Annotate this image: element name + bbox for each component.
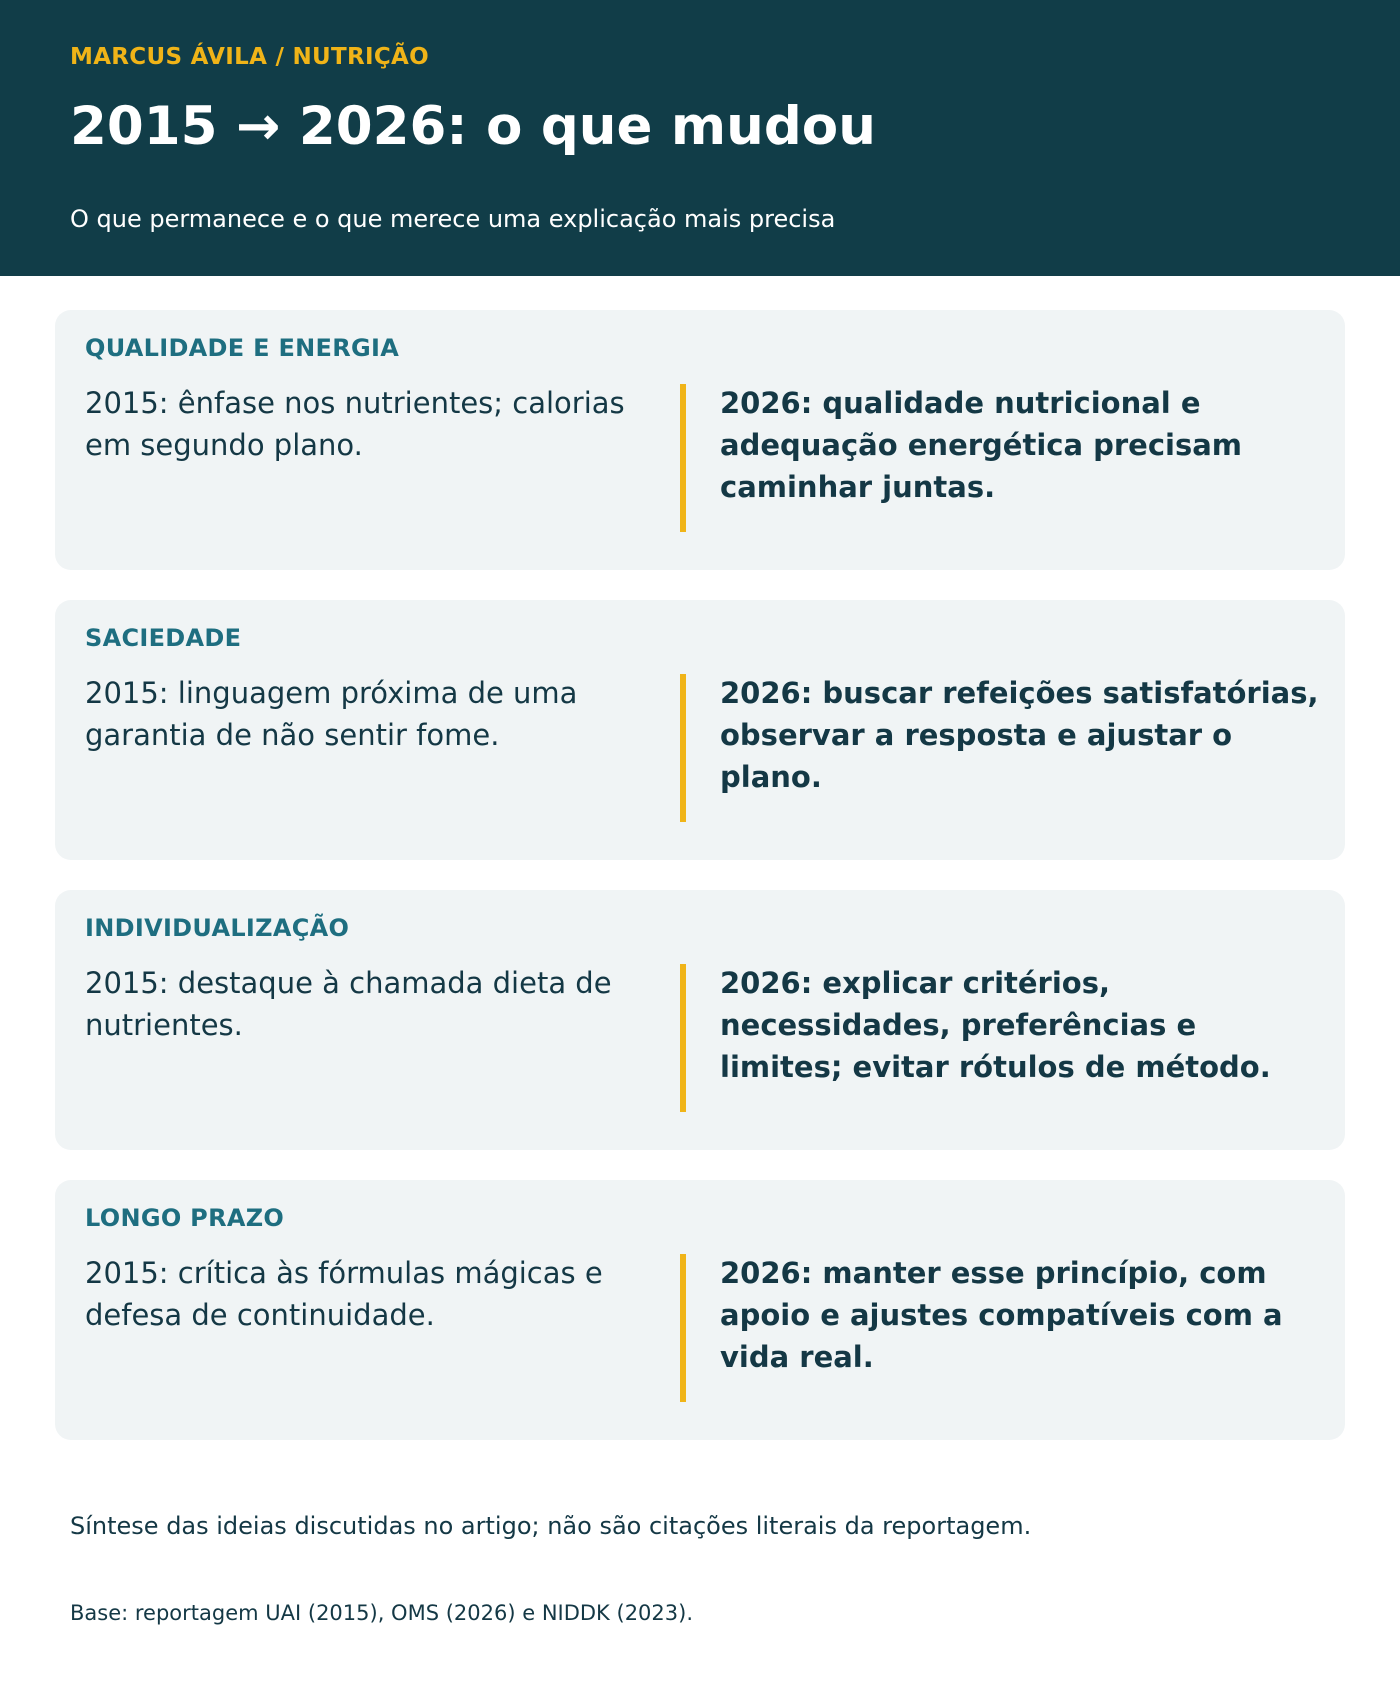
card-label: LONGO PRAZO — [85, 1204, 285, 1232]
card-2026-text: 2026: manter esse princípio, com apoio e ajustes compatíveis com a vida real. — [720, 1256, 1283, 1374]
page-title: 2015 → 2026: o que mudou — [70, 96, 876, 157]
card-2026-text: 2026: buscar refeições satisfatórias, observar a resposta e ajustar o plano. — [720, 676, 1319, 794]
accent-divider — [680, 1254, 686, 1402]
card-2015-text: 2015: ênfase nos nutrientes; calorias em segundo plano. — [85, 386, 625, 462]
card-label: SACIEDADE — [85, 624, 242, 652]
card-label: QUALIDADE E ENERGIA — [85, 334, 400, 362]
synthesis-note: Síntese das ideias discutidas no artigo; não são citações literais da reportagem. — [70, 1512, 1032, 1540]
card-2026-text: 2026: qualidade nutricional e adequação energética precisam caminhar juntas. — [720, 386, 1243, 504]
comparison-card-satiety — [55, 600, 1345, 860]
card-2015-text: 2015: crítica às fórmulas mágicas e defesa de continuidade. — [85, 1256, 603, 1332]
comparison-card-long-term — [55, 1180, 1345, 1440]
accent-divider — [680, 964, 686, 1112]
header-banner — [0, 0, 1400, 276]
accent-divider — [680, 384, 686, 532]
card-2015-text: 2015: linguagem próxima de uma garantia de não sentir fome. — [85, 676, 578, 752]
card-2026-text: 2026: explicar critérios, necessidades, preferências e limites; evitar rótulos de método. — [720, 966, 1271, 1084]
accent-divider — [680, 674, 686, 822]
comparison-card-individualization — [55, 890, 1345, 1150]
comparison-card-quality-energy — [55, 310, 1345, 570]
author-kicker: MARCUS ÁVILA / NUTRIÇÃO — [70, 44, 430, 70]
source-credits: Base: reportagem UAI (2015), OMS (2026) e NIDDK (2023). — [70, 1601, 694, 1625]
card-label: INDIVIDUALIZAÇÃO — [85, 914, 350, 942]
page-subtitle: O que permanece e o que merece uma explicação mais precisa — [70, 205, 836, 233]
card-2015-text: 2015: destaque à chamada dieta de nutrientes. — [85, 966, 612, 1042]
